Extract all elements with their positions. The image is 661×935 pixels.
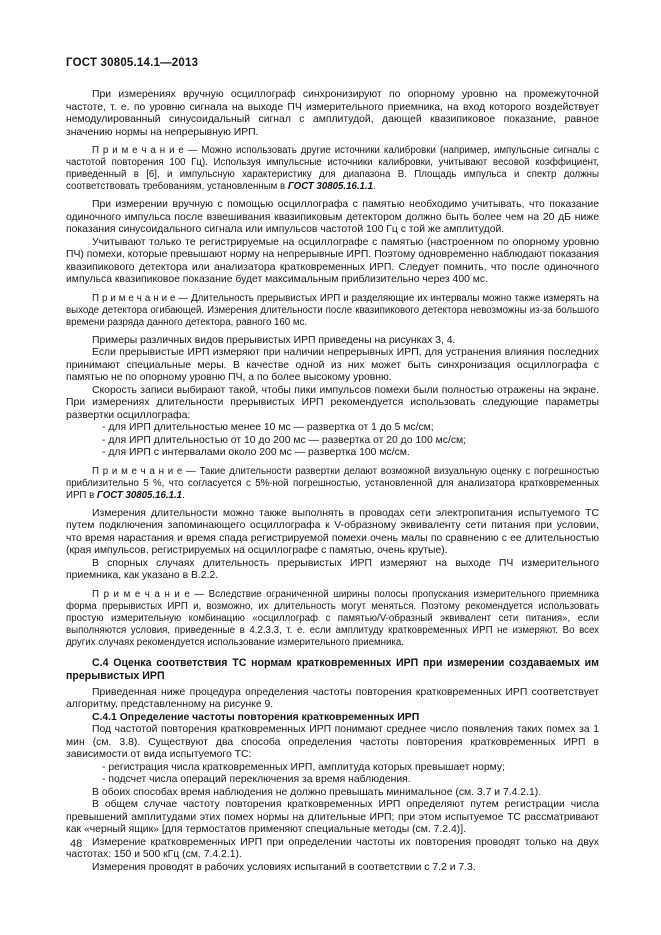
paragraph: В обоих способах время наблюдения не должно превышать минимальное (см. 3.7 и 7.4.2.1).: [92, 786, 542, 798]
paragraph: Измерения длительности можно также выполнять в проводах сети электропитания испытуемого ТС путем подключения запоминающего осциллографа к V-образному эквиваленту сети питания при условии, что время нарастания и время спада регистрируемой помехи очень малы по сравнению с ее длительностью (края импульсов, регистрируемых на осциллографе с памятью, очень крутые).: [66, 507, 599, 556]
note-paragraph: П р и м е ч а н и е — Такие длительности развертки делают возможной визуальную оценку с погрешностью приблизительно 5 %, что согласуется с 5%-ной погрешностью, установленной для анализатора кратковременных ИРП в ГОСТ 30805.16.1.1.: [66, 465, 599, 501]
paragraph: Измерения проводят в рабочих условиях испытаний в соответствии с 7.2 и 7.3.: [92, 861, 476, 873]
list-item: - регистрация числа кратковременных ИРП, амплитуда которых превышает норму;: [102, 761, 506, 773]
paragraph: Измерение кратковременных ИРП при определении частоты их повторения проводят только на двух частотах: 150 и 500 кГц (см. 7.4.2.1).: [66, 836, 599, 860]
standard-reference: ГОСТ 30805.16.1.1: [96, 489, 183, 501]
list-item: - для ИРП с интервалами около 200 мс — развертка 100 мс/см.: [102, 447, 410, 458]
section-heading: С.4 Оценка соответствия ТС нормам кратковременных ИРП при измерении создаваемых им прерывистых ИРП: [66, 656, 599, 682]
paragraph: При измерениях вручную осциллограф синхронизируют по опорному уровню на промежуточной частоте, т. е. по уровню сигнала на выходе ПЧ измерительного приемника, на вход которого воздействует немодулированный синусоидальный сигнал с амплитудой, дающей квазипиковое показание, равное значению нормы на непрерывную ИРП.: [66, 89, 599, 138]
paragraph: В спорных случаях длительность прерывистых ИРП измеряют на выходе ПЧ измерительного приемника, как указано в В.2.2.: [66, 557, 599, 581]
document-number: ГОСТ 30805.14.1—2013: [66, 57, 199, 69]
list-item: - для ИРП длительностью от 10 до 200 мс — развертка от 20 до 100 мс/см;: [102, 434, 467, 446]
paragraph: Под частотой повторения кратковременных ИРП понимают среднее число появления таких помех за 1 мин (см. 3.8). Существуют два способа определения частоты повторения кратковременных ИРП в зависимости от вида испытуемого ТС:: [66, 724, 599, 760]
standard-reference: ГОСТ 30805.16.1.1: [287, 181, 373, 192]
paragraph: В общем случае частоту повторения кратковременных ИРП определяют путем регистрации числа превышений амплитудами этих помех нормы на длительные ИРП; при этом испытуемое ТС рассматривают как «черный ящик» [для термостатов применяют специальные методы (см. 7.2.4)].: [66, 799, 599, 835]
note-paragraph: П р и м е ч а н и е — Можно использовать другие источники калибровки (например, импульсные сигналы с частотой повторения 100 Гц). Используя импульсные источники калибровки, учитывают весовой коэффициент, приведенный в [6], и импульсную характеристику для диапазона В. Площадь импульса и спектр должны соответствовать требованиям, установленным в ГОСТ 30805.16.1.1.: [66, 145, 599, 192]
paragraph: При измерении вручную с помощью осциллографа с памятью необходимо учитывать, что показание одиночного импульса после взвешивания квазипиковым детектором должно быть более чем на 20 дБ ниже показания синусоидального сигнала или импульсов частотой 100 Гц с той же амплитудой.: [66, 199, 599, 235]
paragraph: Скорость записи выбирают такой, чтобы пики импульсов помехи были полностью отражены на экране. При измерениях длительности прерывистых ИРП рекомендуется использовать следующие параметры развертки осциллографа:: [66, 384, 599, 421]
list-item: - для ИРП длительностью менее 10 мс — развертка от 1 до 5 мс/см;: [102, 422, 434, 433]
subsection-heading: С.4.1 Определение частоты повторения кратковременных ИРП: [92, 711, 420, 723]
paragraph: Учитывают только те регистрируемые на осциллографе с памятью (настроенном по опорному уровню ПЧ) помехи, которые превышают норму на непрерывные ИРП. Поэтому одновременно наблюдают показания квазипикового детектора или анализатора кратковременных ИРП. Следует помнить, что после одиночного импульса квазипиковое показание будет максимальным приблизительно через 400 мс.: [66, 236, 599, 285]
list-item: - подсчет числа операций переключения за время наблюдения.: [102, 774, 411, 785]
note-paragraph: П р и м е ч а н и е — Длительность прерывистых ИРП и разделяющие их интервалы можно также измерять на выходе детектора огибающей. Измерения длительности после квазипикового детектора невозможны из-за большого времени разряда данного детектора, равного 160 мс.: [66, 292, 599, 328]
page-number: 48: [70, 838, 83, 850]
note-paragraph: П р и м е ч а н и е — Вследствие ограниченной ширины полосы пропускания измерительного приемника форма прерывистых ИРП и, возможно, их длительность могут меняться. Поэтому рекомендуется использовать простую измерительную комбинацию «осциллограф с памятью/V-образный эквивалент сети питания», если выполняются условия, приведенные в 4.2.3.3, т. е. если амплитуду кратковременных ИРП не измеряют. Во всех других случаях рекомендуется использование измерительного приемника.: [66, 588, 599, 648]
paragraph: Если прерывистые ИРП измеряют при наличии непрерывных ИРП, для устранения влияния последних принимают специальные меры. В качестве одной из них может быть синхронизация осциллографа с памятью не по опорному уровню ПЧ, а по более высокому уровню.: [66, 347, 599, 383]
paragraph: Приведенная ниже процедура определения частоты повторения кратковременных ИРП соответствует алгоритму, представленному на рисунке 9.: [66, 686, 599, 710]
document-body: [66, 89, 599, 874]
paragraph: Примеры различных видов прерывистых ИРП приведены на рисунках 3, 4.: [92, 334, 456, 346]
